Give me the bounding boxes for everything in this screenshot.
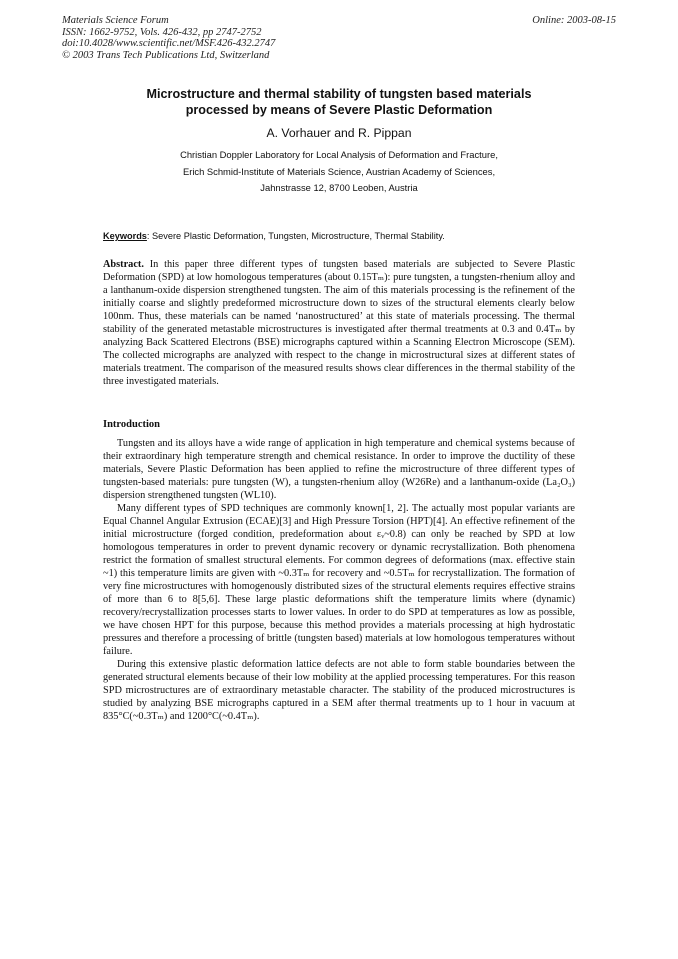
journal-header [62,15,275,61]
online-date: Online: 2003-08-15 [532,15,616,26]
introduction-body [103,437,575,723]
intro-paragraph: Tungsten and its alloys have a wide range of application in high temperature and chemical systems because of their extraordinary high temperature strength and chemical resistance. In order to improve the ductility of these materials, Severe Plastic Deformation has been applied to refine the microstructure of three different types of tungsten-based materials: pure tungsten (W), a tungsten-rhenium alloy (W26Re) and a lanthanum-oxide (La₂O₃) dispersion strengthened tungsten (WL10). [103,438,575,501]
keywords-text: : Severe Plastic Deformation, Tungsten, Microstructure, Thermal Stability. [146,231,445,241]
paper-title-line-2: processed by means of Severe Plastic Deformation [185,103,493,117]
journal-copyright: © 2003 Trans Tech Publications Ltd, Switzerland [62,49,270,61]
abstract-label: Abstract. [103,259,144,270]
section-heading-introduction: Introduction [103,419,160,430]
journal-name: Materials Science Forum [62,15,169,26]
journal-issn: ISSN: 1662-9752, Vols. 426-432, pp 2747-2752 [62,26,262,38]
abstract [103,258,575,388]
keywords-label: Keywords [103,231,147,241]
affiliation [100,147,578,197]
authors: A. Vorhauer and R. Pippan [266,126,412,140]
affiliation-line: Christian Doppler Laboratory for Local Analysis of Deformation and Fracture, [180,149,498,160]
keywords [103,230,583,242]
journal-doi[interactable]: doi:10.4028/www.scientific.net/MSF.426-432.2747 [62,38,276,49]
abstract-text: In this paper three different types of tungsten based materials are subjected to Severe Plastic Deformation (SPD) at low homologous temperatures (about 0.15Tₘ): pure tungsten, a tungsten-rhenium alloy and a lanthanum-oxide dispersion strengthened tungsten. The aim of this materials processing is the refinement of the initially coarse and slightly predeformed microstructure down to sizes of the structural elements clearly below 100nm. Thus, these materials can be named ‘nanostructured’ at this state of materials processing. The thermal stability of the generated metastable microstructures is investigated after thermal treatments at 0.3 and 0.4Tₘ by analyzing Back Scattered Electrons (BSE) micrographs captured within a Scanning Electron Microscope (SEM). The collected micrographs are analyzed with respect to the change in microstructural sizes at different states of materials treatment. The comparison of the measured results shows clear differences in the thermal stability of the three investigated materials. [103,259,575,387]
affiliation-line: Jahnstrasse 12, 8700 Leoben, Austria [260,182,418,193]
paper-title [100,86,578,118]
intro-paragraph: Many different types of SPD techniques are commonly known[1, 2]. The actually most popular variants are Equal Channel Angular Extrusion (ECAE)[3] and High Pressure Torsion (HPT)[4]. An effective refinement of the initial microstructure (forged condition, predeformation about εᵥ~0.8) can only be reached by SPD at low homologous temperatures in order to prevent dynamic recovery or dynamic recrystallization. Both phenomena restrict the formation of smallest structural elements. For common degrees of deformations (max. effective stain ~1) this temperature limits are given with ~0.3Tₘ for recovery and ~0.5Tₘ for recrystallization. The formation of very fine microstructures with homogenously distributed sizes of the structural elements requires effective strains of more than 6 to 8[5,6]. These large plastic deformations shift the temperature limits where (dynamic) recovery/recrystallization processes starts to lower values. In order to do SPD at temperatures as low as possible, we have chosen HPT for this purpose, because this method provides a materials processing at high hydrostatic pressures and therefore a processing of brittle (tungsten based) materials at low homologous temperatures without failure. [103,503,575,657]
intro-paragraph: During this extensive plastic deformation lattice defects are not able to form stable boundaries between the generated structural elements because of their low mobility at the applied processing temperatures. For this reason SPD microstructures are of extraordinary metastable character. The stability of the produced microstructures is studied by analyzing BSE micrographs captured in a SEM after thermal treatments up to 1 hour in vacuum at 835°C(~0.3Tₘ) and 1200°C(~0.4Tₘ). [103,659,575,722]
paper-title-line-1: Microstructure and thermal stability of tungsten based materials [146,87,532,101]
affiliation-line: Erich Schmid-Institute of Materials Science, Austrian Academy of Sciences, [182,165,496,177]
